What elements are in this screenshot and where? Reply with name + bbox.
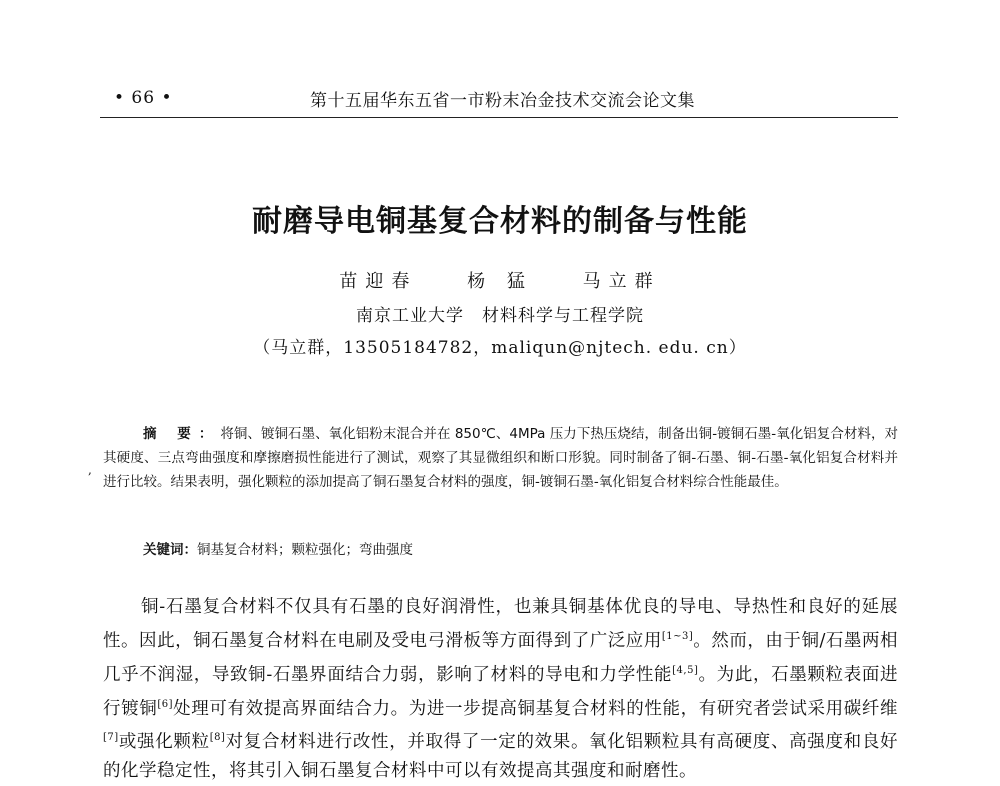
abstract-label: 摘 要： <box>143 426 221 442</box>
body-text: 或强化颗粒 <box>118 732 210 753</box>
citation: [4,5] <box>672 664 699 676</box>
body-text: 铜-石墨复合材料不仅具有石墨的良好润滑性，也兼具铜基体优良的导电、导热性和良好的延展性。因此，铜石墨复合材料在电刷及受电弓滑板等方面得到了广泛应用 <box>103 597 898 651</box>
margin-mark: , <box>88 463 92 477</box>
paper-title: 耐磨导电铜基复合材料的制备与性能 <box>252 204 748 239</box>
body-paragraph <box>103 593 899 782</box>
abstract-text: 将铜、镀铜石墨、氧化铝粉末混合并在 850℃、4MPa 压力下热压烧结，制备出铜-镀铜石墨-氧化铝复合材料，对其硬度、三点弯曲强度和摩擦磨损性能进行了测试，观察了其显微组织和断口形貌。同时制备了铜-石墨、铜-石墨-氧化铝复合材料并进行比较。结果表明，强化颗粒的添加提高了铜石墨复合材料的强度，铜-镀铜石墨-氧化铝复合材料综合性能最佳。 <box>103 426 899 490</box>
running-header <box>100 86 898 116</box>
abstract <box>103 422 898 494</box>
body-text: 。为此，石墨颗粒表面进行镀铜 <box>103 664 899 719</box>
body-text: 。然而，由于铜/石墨两相几乎不润湿，导致铜-石墨界面结合力弱，影响了材料的导电和力学性能 <box>103 630 898 685</box>
author: 马立群 <box>582 271 661 292</box>
header-rule <box>100 117 898 118</box>
keywords-text: 铜基复合材料；颗粒强化；弯曲强度 <box>197 542 413 558</box>
citation: [1~3] <box>661 631 694 642</box>
author: 苗迎春 <box>339 271 418 292</box>
body-text: 处理可有效提高界面结合力。为进一步提高铜基复合材料的性能，有研究者尝试采用碳纤维 <box>173 698 899 719</box>
contact-info: （马立群，13505184782，maliqun@njtech. edu. cn） <box>253 338 747 358</box>
affiliation: 南京工业大学 材料科学与工程学院 <box>356 306 644 326</box>
journal-title: 第十五届华东五省一市粉末冶金技术交流会论文集 <box>310 91 695 111</box>
citation: [6] <box>157 698 174 710</box>
page-number: • 66 • <box>114 88 173 108</box>
citation: [8] <box>209 732 226 744</box>
author: 杨 猛 <box>467 271 533 292</box>
citation: [7] <box>103 732 119 744</box>
body-text: 对复合材料进行改性，并取得了一定的效果。氧化铝颗粒具有高硬度、高强度和良好的化学稳定性，将其引入铜石墨复合材料中可以有效提高其强度和耐磨性。 <box>103 732 899 782</box>
author-list <box>0 267 1000 293</box>
keywords <box>143 538 898 558</box>
keywords-label: 关键词： <box>143 542 197 558</box>
